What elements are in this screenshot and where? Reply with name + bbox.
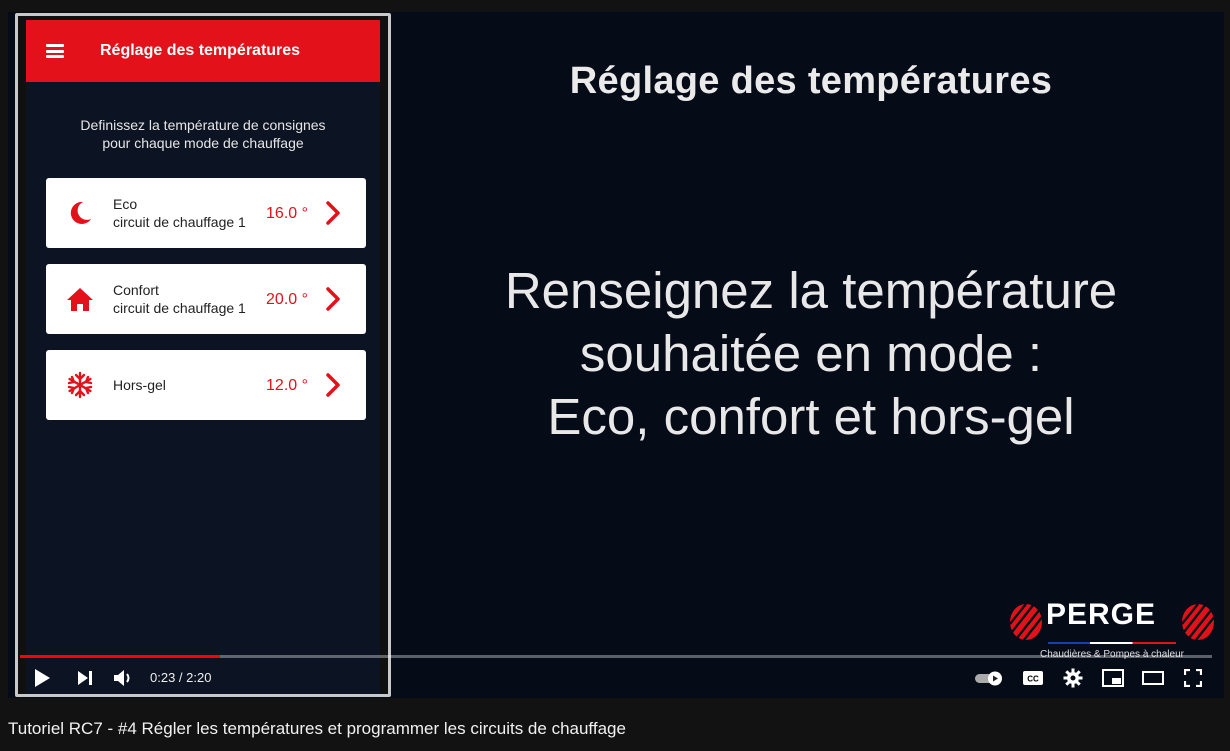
volume-button[interactable] [110,660,136,696]
subtitles-button[interactable] [1018,660,1048,696]
mode-name: Hors-gel [113,377,166,393]
chevron-right-icon [322,286,344,312]
fullscreen-button[interactable] [1178,660,1208,696]
phone-screen [26,20,380,696]
slide-body [398,259,1224,448]
slide-line-1: Renseignez la température [504,262,1118,319]
intro-text [26,116,380,152]
mode-temperature: 12.0 ° [266,377,308,394]
mode-text [113,195,246,231]
home-icon [66,285,94,313]
miniplayer-icon [1102,669,1124,687]
menu-icon [46,44,64,58]
mode-name: Confort [113,282,159,298]
logo-wordmark: PERGE [1046,598,1157,631]
phone-mockup [15,13,391,697]
logo-tagline: Chaudières & Pompes à chaleur [1040,649,1184,660]
perge-flame-left-icon [1008,602,1044,642]
video-frame[interactable] [8,12,1224,698]
slide-title: Réglage des températures [569,60,1053,102]
mode-text [113,281,246,317]
chevron-right-icon [322,372,344,398]
mode-temperature: 16.0 ° [266,205,308,222]
play-icon [33,668,51,688]
player-controls [8,660,1224,696]
intro-line-1: Definissez la température de consignes [80,117,326,133]
autoplay-icon [974,670,1004,686]
settings-button[interactable] [1058,660,1088,696]
chevron-right-icon [322,200,344,226]
snowflake-icon [66,371,94,399]
progress-bar[interactable] [20,655,1212,658]
moon-icon [66,199,94,227]
miniplayer-button[interactable] [1098,660,1128,696]
gear-icon [1063,668,1083,688]
play-button[interactable] [28,660,56,696]
mode-circuit: circuit de chauffage 1 [113,214,246,230]
mode-text [113,376,166,394]
intro-line-2: pour chaque mode de chauffage [102,135,304,151]
video-player[interactable] [8,12,1224,698]
theater-mode-icon [1142,671,1164,685]
volume-icon [113,669,133,687]
next-button[interactable] [72,660,98,696]
video-title: Tutoriel RC7 - #4 Régler les températures et programmer les circuits de chauffage [8,719,626,738]
svg-text:CC: CC [1027,674,1039,684]
progress-fill [20,655,220,658]
autoplay-toggle[interactable] [972,660,1006,696]
fullscreen-icon [1184,669,1202,687]
time-display: 0:23 / 2:20 [150,670,212,685]
perge-flame-right-icon [1180,602,1216,642]
mode-card-eco [46,178,366,248]
slide-line-2: souhaitée en mode : [579,325,1043,382]
skip-next-icon [76,670,94,686]
mode-circuit: circuit de chauffage 1 [113,300,246,316]
slide-line-3: Eco, confort et hors-gel [547,388,1075,445]
logo-tricolor-line [1048,642,1176,644]
app-bar [26,20,380,82]
mode-card-confort [46,264,366,334]
mode-temperature: 20.0 ° [266,291,308,308]
mode-name: Eco [113,196,138,212]
theater-mode-button[interactable] [1138,660,1168,696]
mode-card-hors-gel [46,350,366,420]
closed-captions-icon [1022,670,1044,686]
app-title: Réglage des températures [100,42,301,59]
